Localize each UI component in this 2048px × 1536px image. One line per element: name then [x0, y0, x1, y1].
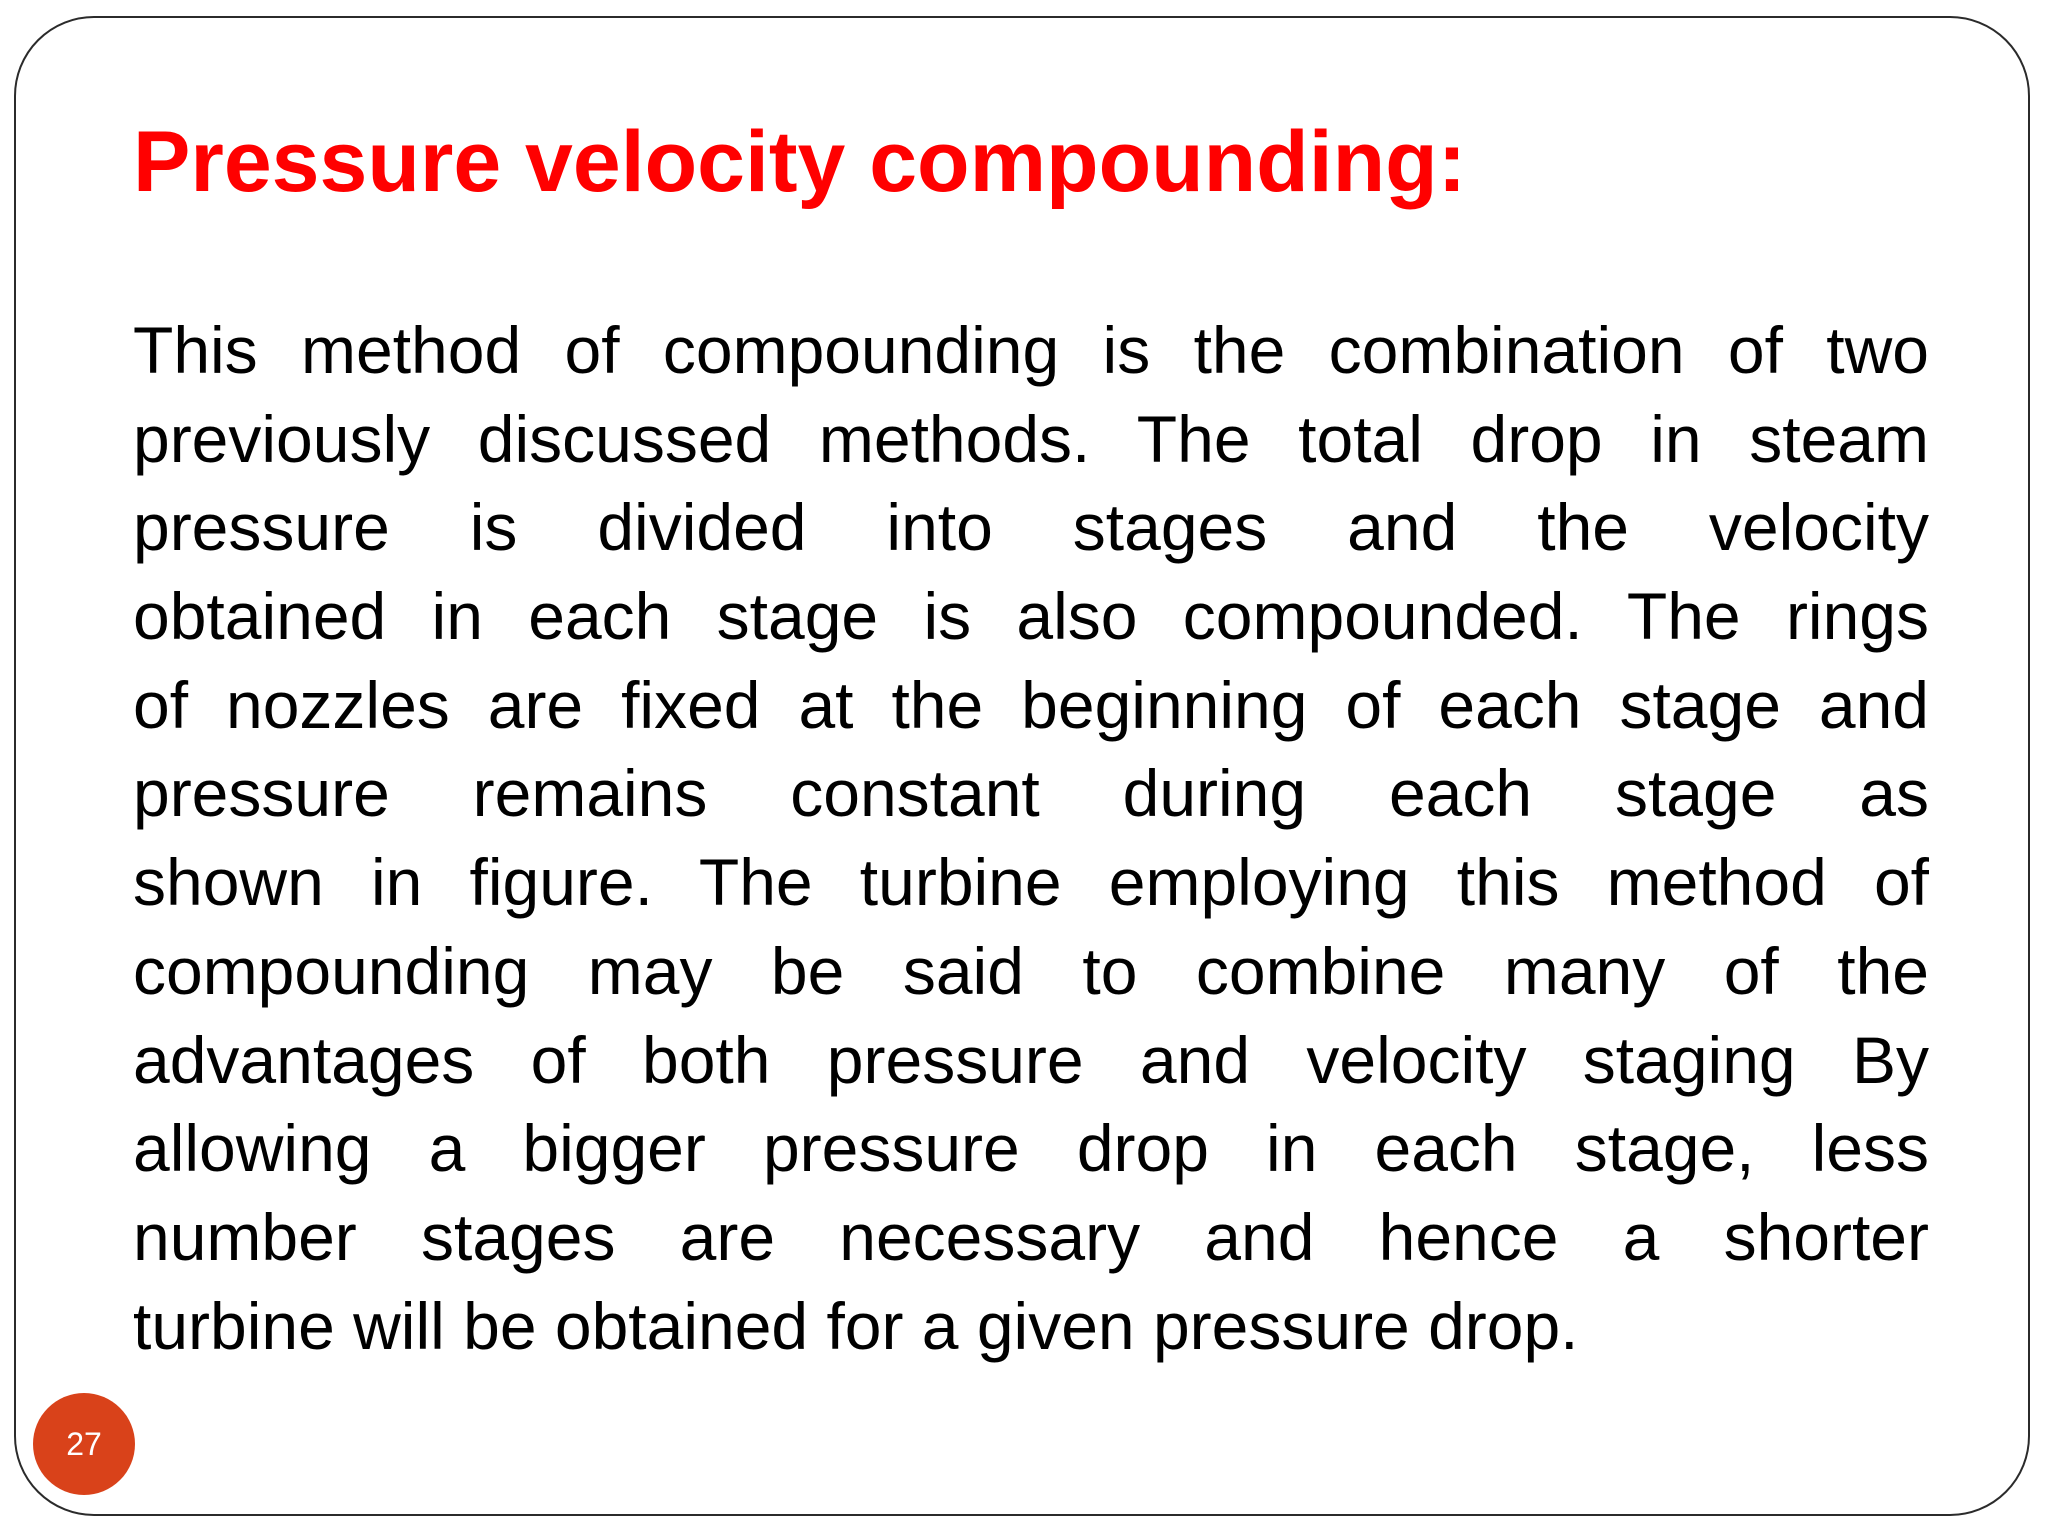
body-line-4: obtained in each stage is also compounded. The rings [133, 579, 1929, 654]
body-line-7: shown in figure. The turbine employing this method of [133, 845, 1929, 920]
body-line-8: compounding may be said to combine many of the [133, 933, 1929, 1008]
body-line-9: advantages of both pressure and velocity staging By [133, 1022, 1929, 1097]
body-line-12: turbine will be obtained for a given pressure drop. [133, 1288, 1579, 1363]
body-line-2: previously discussed methods. The total drop in steam [133, 401, 1929, 476]
slide-title: Pressure velocity compounding: [133, 114, 1467, 210]
body-line-3: pressure is divided into stages and the velocity [133, 490, 1929, 565]
body-paragraph [133, 306, 1929, 1370]
body-line-10: allowing a bigger pressure drop in each stage, less [133, 1111, 1929, 1186]
page-number-badge: 27 [33, 1393, 135, 1495]
body-line-1: This method of compounding is the combination of two [133, 313, 1929, 387]
body-line-5: of nozzles are fixed at the beginning of each stage and [133, 667, 1929, 742]
body-line-11: number stages are necessary and hence a shorter [133, 1199, 1929, 1274]
body-line-6: pressure remains constant during each stage as [133, 756, 1929, 831]
